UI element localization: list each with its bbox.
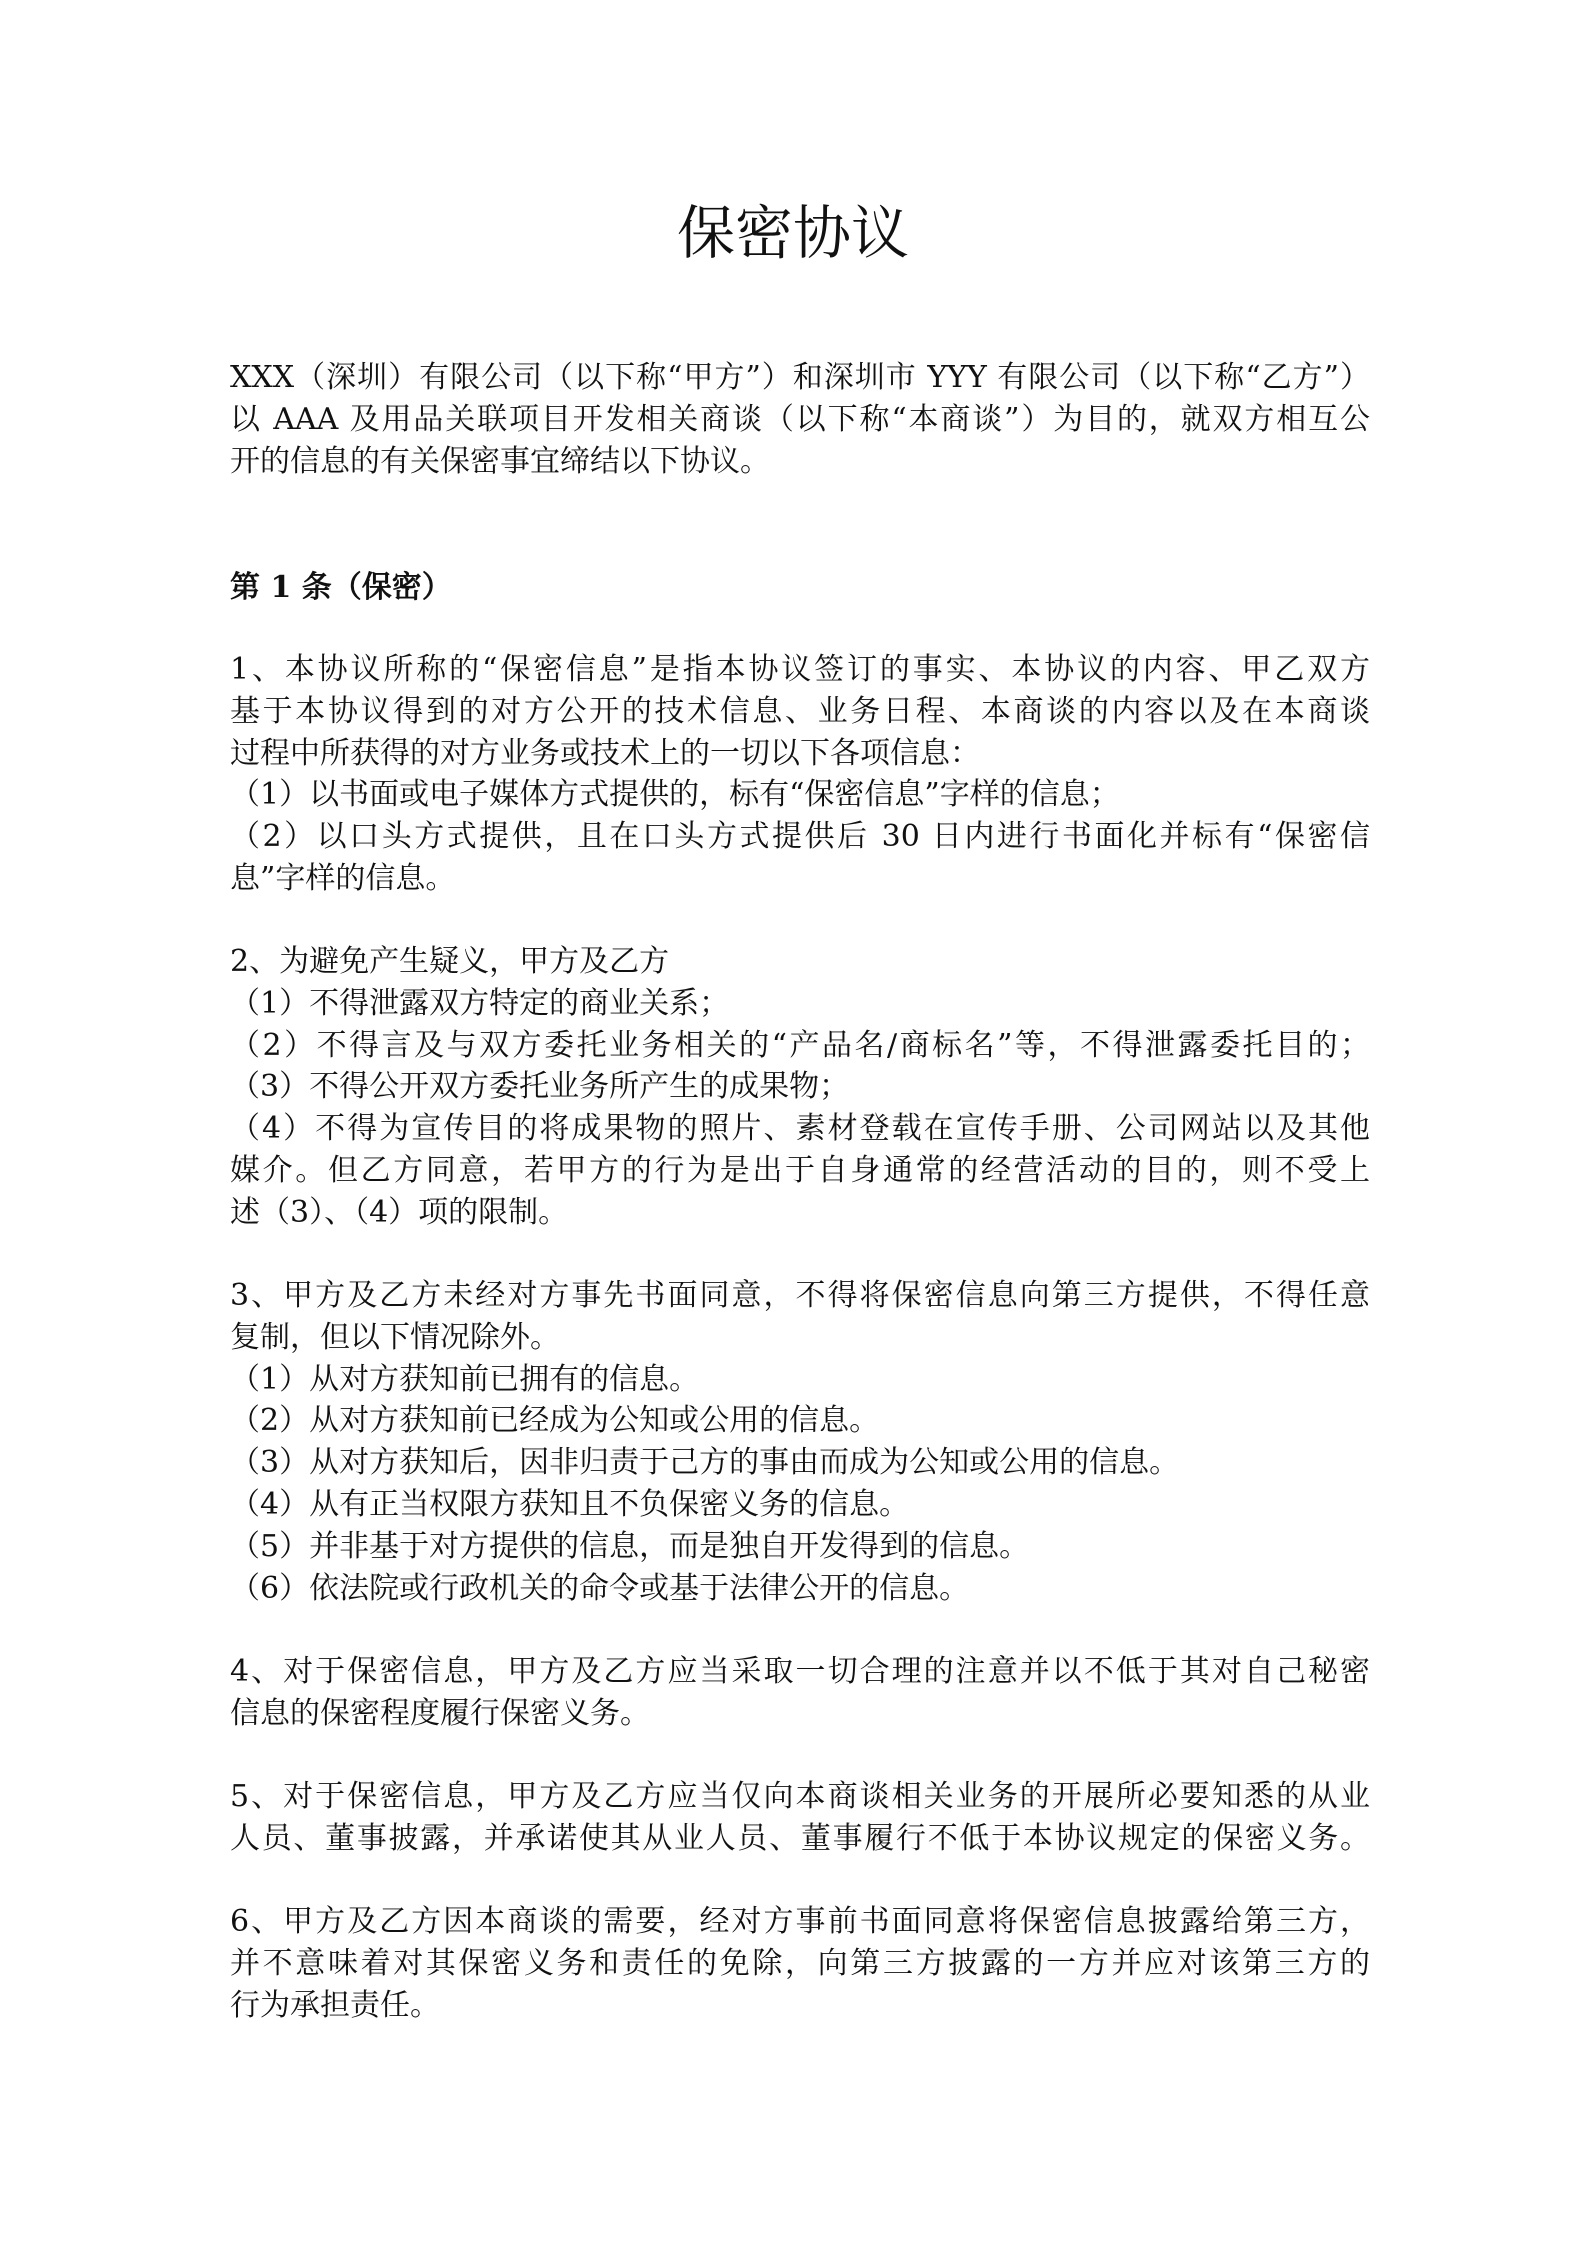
text-line: 行为承担责任。: [230, 1987, 440, 2023]
text-line: （5）并非基于对方提供的信息，而是独自开发得到的信息。: [230, 1528, 1030, 1564]
text-line: （4）不得为宣传目的将成果物的照片、素材登载在宣传手册、公司网站以及其他: [230, 1111, 1370, 1147]
text-line: 人员、董事披露，并承诺使其从业人员、董事履行不低于本协议规定的保密义务。: [230, 1820, 1370, 1856]
intro-paragraph: [230, 357, 1370, 482]
text-line: 6、甲方及乙方因本商谈的需要，经对方事前书面同意将保密信息披露给第三方，: [230, 1904, 1370, 1939]
text-line: 1、本协议所称的“保密信息”是指本协议签订的事实、本协议的内容、甲乙双方: [230, 652, 1370, 687]
text-line: 息”字样的信息。: [230, 860, 456, 896]
text-line: （2）从对方获知前已经成为公知或公用的信息。: [230, 1403, 880, 1439]
text-line: 媒介。但乙方同意，若甲方的行为是出于自身通常的经营活动的目的，则不受上: [230, 1152, 1370, 1188]
text-line: （3）从对方获知后，因非归责于己方的事由而成为公知或公用的信息。: [230, 1445, 1180, 1481]
text-line: 过程中所获得的对方业务或技术上的一切以下各项信息：: [230, 735, 980, 771]
text-line: （1）以书面或电子媒体方式提供的，标有“保密信息”字样的信息；: [230, 777, 1120, 813]
text-line: 基于本协议得到的对方公开的技术信息、业务日程、本商谈的内容以及在本商谈: [230, 693, 1370, 729]
text-line: （3）不得公开双方委托业务所产生的成果物；: [230, 1069, 850, 1105]
clause-5: [230, 1776, 1370, 1860]
text-line: （6）依法院或行政机关的命令或基于法律公开的信息。: [230, 1570, 970, 1606]
text-line: 开的信息的有关保密事宜缔结以下协议。: [230, 443, 770, 479]
text-line: （2）不得言及与双方委托业务相关的“产品名/商标名”等，不得泄露委托目的；: [230, 1027, 1370, 1063]
text-line: 5、对于保密信息，甲方及乙方应当仅向本商谈相关业务的开展所必要知悉的从业: [230, 1779, 1370, 1814]
text-line: （4）从有正当权限方获知且不负保密义务的信息。: [230, 1486, 910, 1522]
text-line: 以 AAA 及用品关联项目开发相关商谈（以下称“本商谈”）为目的，就双方相互公: [230, 401, 1370, 437]
text-line: 3、甲方及乙方未经对方事先书面同意，不得将保密信息向第三方提供，不得任意: [230, 1278, 1370, 1313]
clause-4: [230, 1651, 1370, 1735]
document-title: 保密协议: [676, 199, 909, 267]
text-line: 并不意味着对其保密义务和责任的免除，向第三方披露的一方并应对该第三方的: [230, 1945, 1370, 1981]
clause-1: [230, 649, 1370, 900]
text-line: 信息的保密程度履行保密义务。: [230, 1695, 650, 1731]
text-line: （1）不得泄露双方特定的商业关系；: [230, 985, 730, 1021]
clause-6: [230, 1901, 1370, 2026]
clause-3: [230, 1275, 1370, 1609]
text-line: （1）从对方获知前已拥有的信息。: [230, 1361, 700, 1397]
text-line: （2）以口头方式提供，且在口头方式提供后 30 日内进行书面化并标有“保密信: [230, 819, 1370, 855]
text-line: XXX（深圳）有限公司（以下称“甲方”）和深圳市 YYY 有限公司（以下称“乙方”）: [230, 360, 1370, 395]
article-heading: 第 1 条（保密）: [230, 570, 452, 605]
text-line: 述（3）、（4）项的限制。: [230, 1194, 569, 1230]
text-line: 2、为避免产生疑义，甲方及乙方: [230, 944, 670, 979]
text-line: 4、对于保密信息，甲方及乙方应当采取一切合理的注意并以不低于其对自己秘密: [230, 1654, 1370, 1689]
clause-2: [230, 941, 1370, 1234]
text-line: 复制，但以下情况除外。: [230, 1319, 560, 1355]
